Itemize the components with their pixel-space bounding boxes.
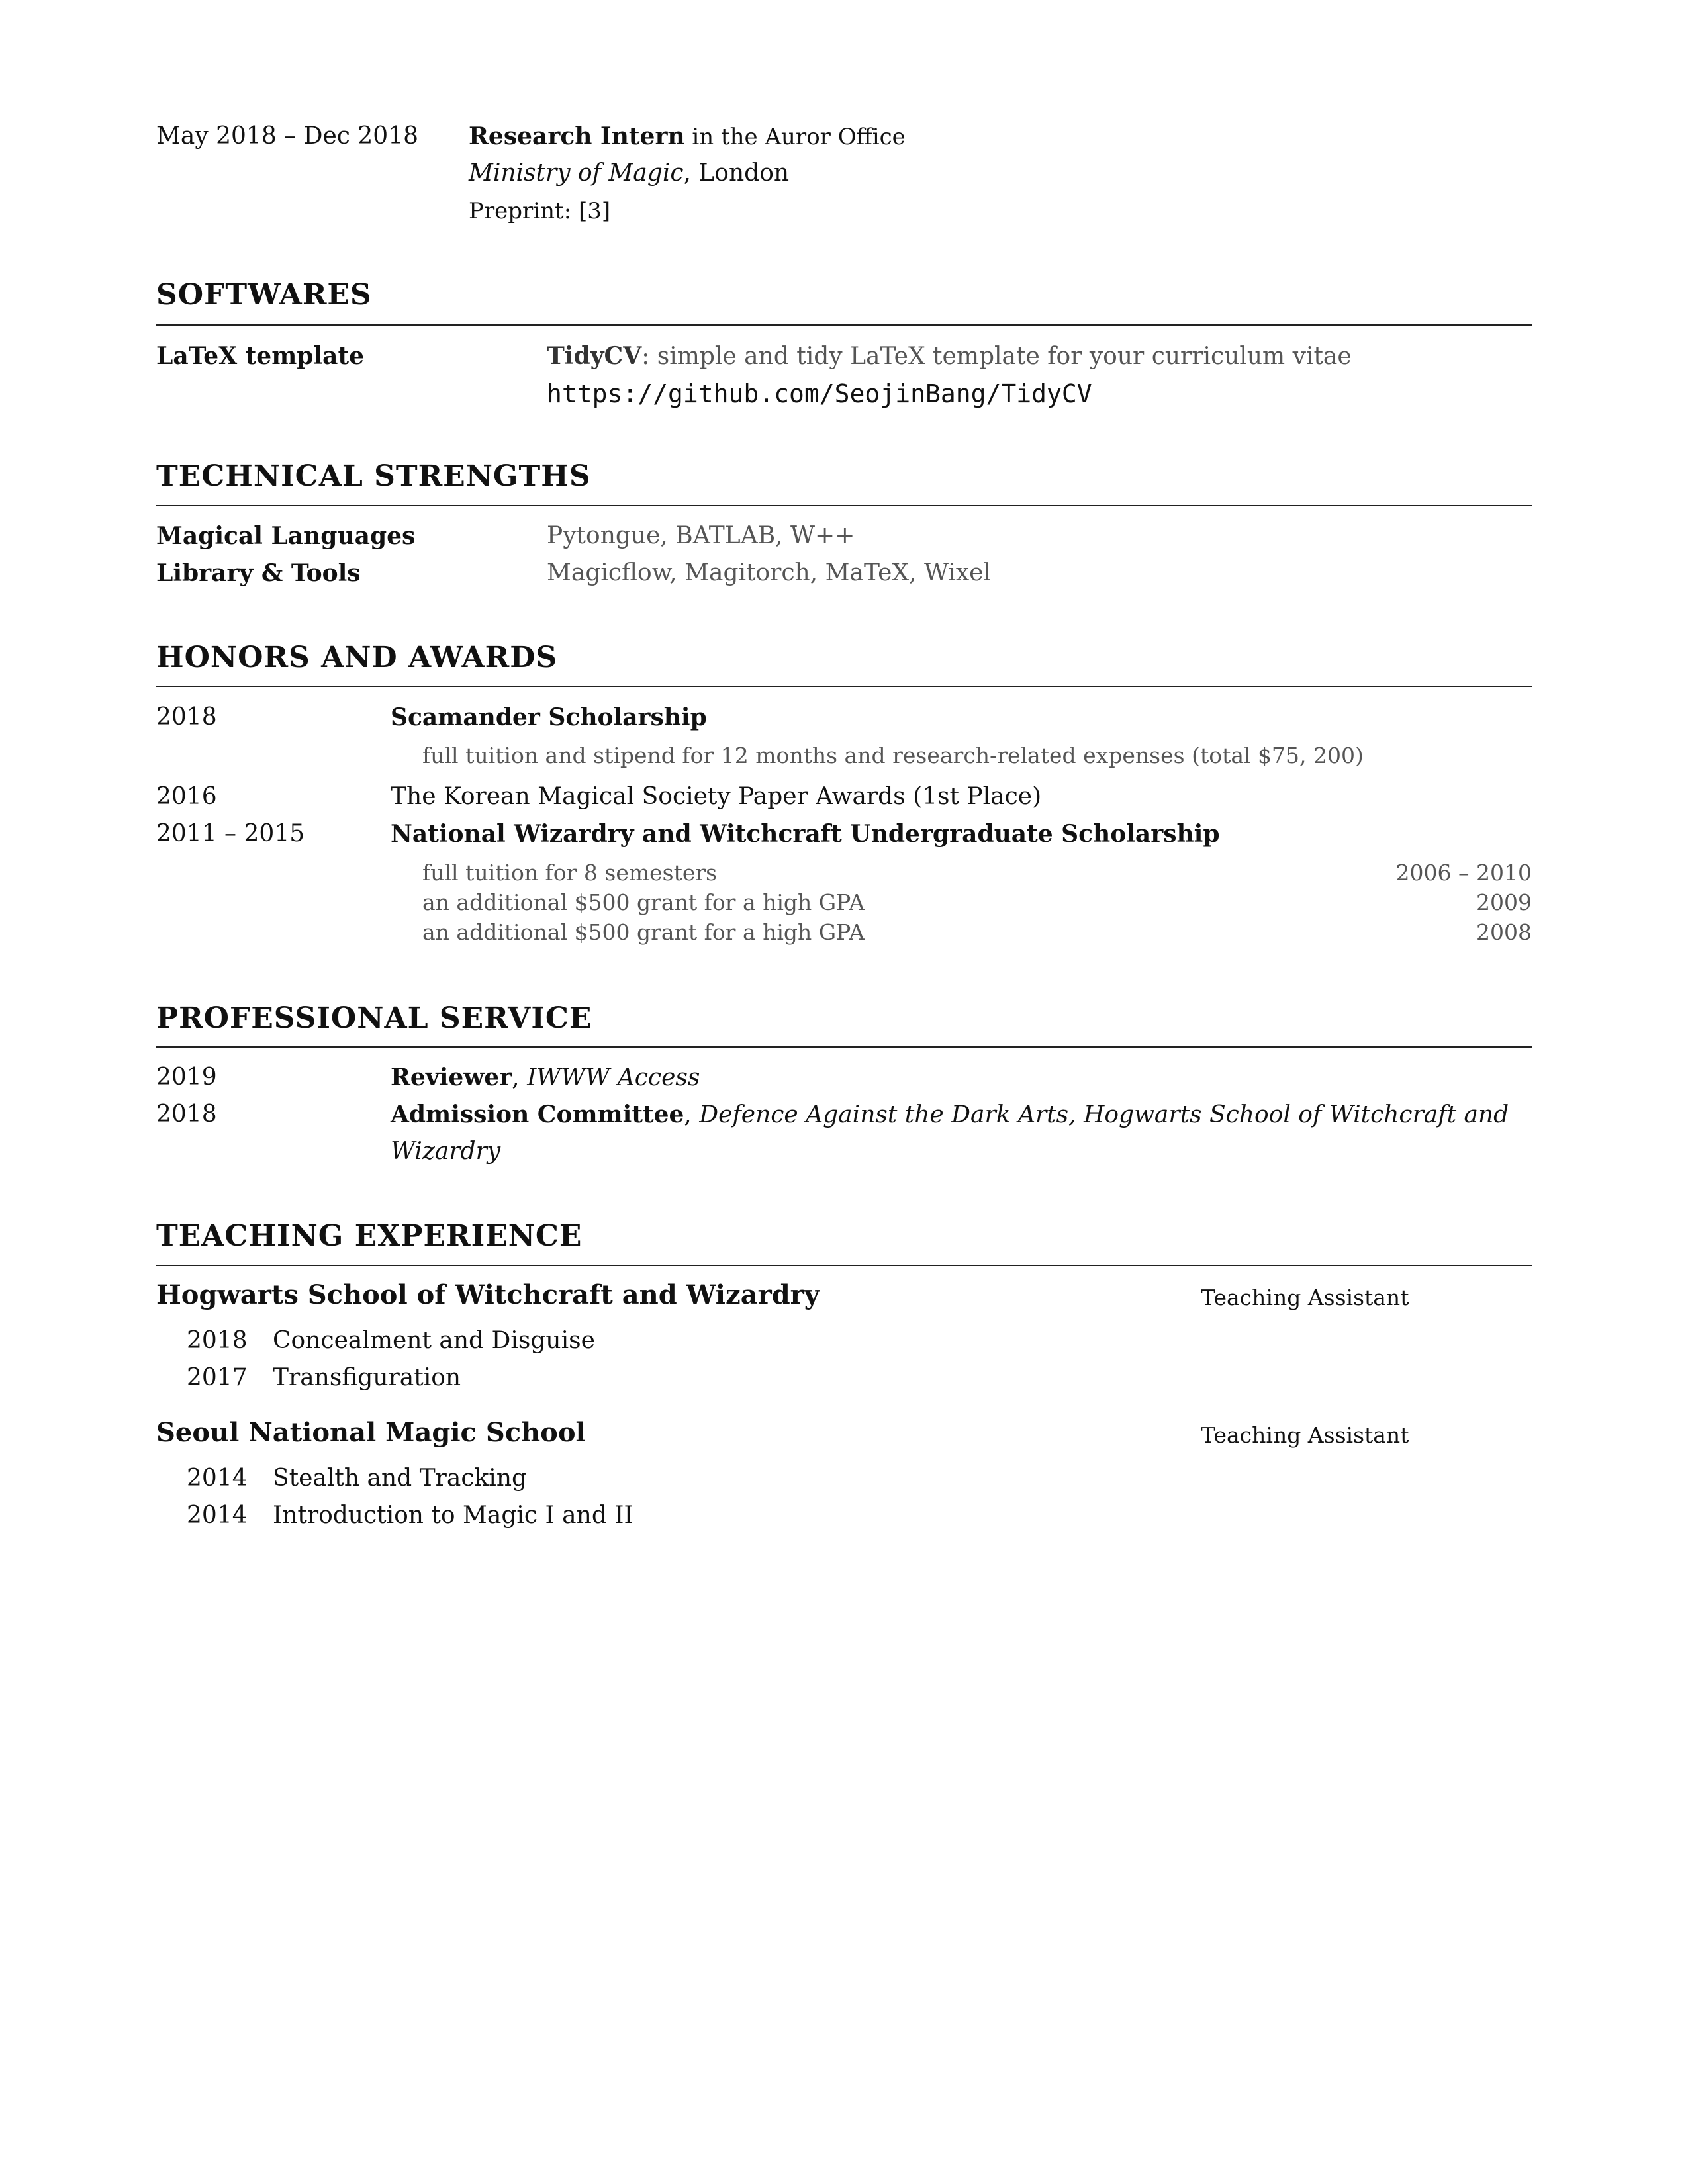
course-year: 2014: [187, 1465, 248, 1492]
award-subitem-date: 2008: [1476, 919, 1532, 945]
tech-value: Magicflow, Magitorch, MaTeX, Wixel: [547, 559, 991, 586]
cv-page: [156, 0, 1532, 2184]
section-rule: [156, 324, 1532, 326]
course-year: 2017: [187, 1364, 248, 1391]
section-title-softwares: SOFTWARES: [156, 278, 372, 312]
service-role: Admission Committee: [391, 1101, 684, 1128]
service-year: 2018: [156, 1101, 217, 1128]
course-name: Transfiguration: [273, 1364, 461, 1391]
service-role: Reviewer: [391, 1064, 512, 1091]
award-name: Scamander Scholarship: [391, 704, 707, 731]
experience-org: Ministry of Magic: [469, 159, 684, 187]
award-subitem-date: 2009: [1476, 889, 1532, 915]
experience-role-line: [469, 122, 906, 152]
course-year: 2018: [187, 1327, 248, 1354]
experience-role-suffix: in the Auror Office: [684, 124, 906, 150]
section-rule: [156, 1046, 1532, 1048]
software-line: [547, 341, 1352, 371]
award-year: 2016: [156, 783, 217, 810]
experience-location: , London: [683, 159, 790, 187]
award-year: 2018: [156, 704, 217, 731]
experience-role: Research Intern: [469, 122, 685, 150]
service-venue-cont: Wizardry: [391, 1138, 501, 1165]
service-year: 2019: [156, 1064, 217, 1091]
teaching-position: Teaching Assistant: [1201, 1422, 1409, 1448]
service-venue: Defence Against the Dark Arts, Hogwarts School of Witchcraft and: [699, 1101, 1509, 1128]
section-title-technical: TECHNICAL STRENGTHS: [156, 459, 591, 493]
service-entry: [391, 1100, 1509, 1130]
section-title-service: PROFESSIONAL SERVICE: [156, 1001, 592, 1035]
course-name: Introduction to Magic I and II: [273, 1502, 633, 1529]
experience-dates: May 2018 – Dec 2018: [156, 122, 418, 150]
section-rule: [156, 1265, 1532, 1266]
service-entry: [391, 1063, 700, 1093]
award-year: 2011 – 2015: [156, 820, 305, 847]
tech-label: Magical Languages: [156, 522, 416, 550]
section-title-honors: HONORS AND AWARDS: [156, 641, 558, 674]
software-label: LaTeX template: [156, 342, 364, 370]
software-url-link[interactable]: https://github.com/SeojinBang/TidyCV: [547, 379, 1092, 408]
experience-note: Preprint: [3]: [469, 198, 611, 224]
software-desc: : simple and tidy LaTeX template for your curriculum vitae: [641, 343, 1352, 370]
experience-org-line: [469, 159, 789, 188]
award-subitem-text: full tuition for 8 semesters: [422, 860, 718, 886]
award-subitem-date: 2006 – 2010: [1395, 860, 1532, 886]
service-venue: IWWW Access: [527, 1064, 700, 1091]
section-rule: [156, 686, 1532, 687]
software-name: TidyCV: [547, 342, 642, 370]
award-subitem-text: an additional $500 grant for a high GPA: [422, 919, 865, 945]
course-year: 2014: [187, 1502, 248, 1529]
tech-label: Library & Tools: [156, 559, 361, 587]
section-rule: [156, 505, 1532, 506]
award-name: National Wizardry and Witchcraft Undergraduate Scholarship: [391, 820, 1220, 848]
award-name: The Korean Magical Society Paper Awards (1st Place): [391, 783, 1042, 810]
service-sep: ,: [684, 1101, 700, 1128]
teaching-school: Seoul National Magic School: [156, 1417, 586, 1448]
tech-value: Pytongue, BATLAB, W++: [547, 522, 855, 549]
section-title-teaching: TEACHING EXPERIENCE: [156, 1219, 583, 1253]
course-name: Stealth and Tracking: [273, 1465, 528, 1492]
teaching-school: Hogwarts School of Witchcraft and Wizardry: [156, 1279, 820, 1310]
award-detail: full tuition and stipend for 12 months and research-related expenses (total $75, 200): [422, 743, 1364, 768]
course-name: Concealment and Disguise: [273, 1327, 595, 1354]
service-sep: ,: [512, 1064, 528, 1091]
teaching-position: Teaching Assistant: [1201, 1285, 1409, 1310]
award-subitem-text: an additional $500 grant for a high GPA: [422, 889, 865, 915]
